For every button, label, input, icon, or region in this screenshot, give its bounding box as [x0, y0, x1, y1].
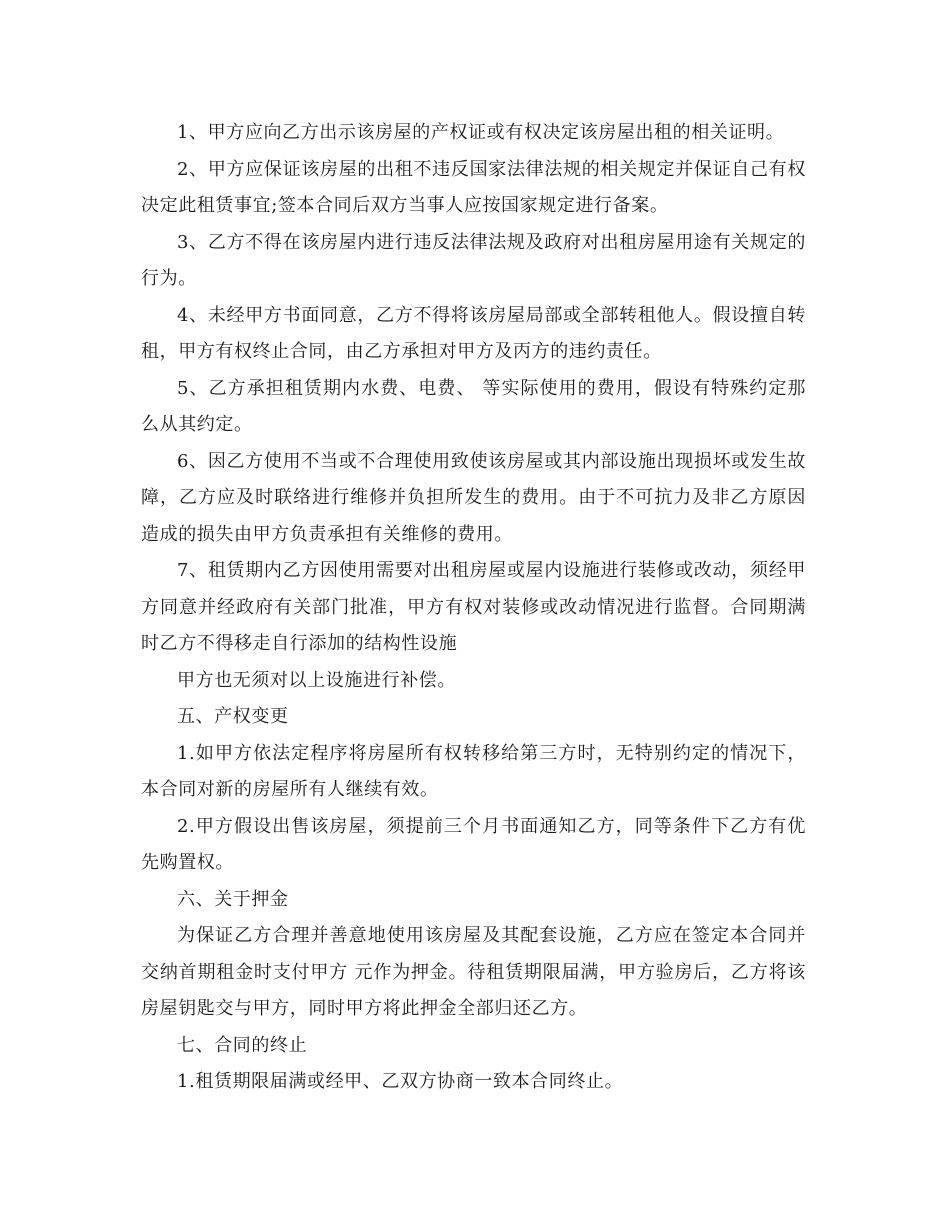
clause-1: 1、甲方应向乙方出示该房屋的产权证或有权决定该房屋出租的相关证明。 [177, 122, 785, 143]
clause-4: 4、未经甲方书面同意，乙方不得将该房屋局部或全部转租他人。假设擅自转租，甲方有权终止合同，由乙方承担对甲方及丙方的违约责任。 [141, 304, 806, 362]
section-heading-termination: 七、合同的终止 [177, 1034, 308, 1056]
clause-6: 6、因乙方使用不当或不合理使用致使该房屋或其内部设施出现损坏或发生故障，乙方应及时联络进行维修并负担所发生的费用。由于不可抗力及非乙方原因造成的损失由甲方负责承担有关维修的费用。 [141, 450, 806, 545]
clause-5: 5、乙方承担租赁期内水费、电费、 等实际使用的费用，假设有特殊约定那么从其约定。 [141, 377, 806, 435]
document-body [141, 115, 806, 1101]
property-change-clause-2: 2.甲方假设出售该房屋，须提前三个月书面通知乙方，同等条件下乙方有优先购置权。 [141, 815, 806, 873]
clause-7: 7、租赁期内乙方因使用需要对出租房屋或屋内设施进行装修或改动，须经甲方同意并经政府有关部门批准，甲方有权对装修或改动情况进行监督。合同期满时乙方不得移走自行添加的结构性设施 [141, 560, 806, 654]
property-change-clause-1: 1.如甲方依法定程序将房屋所有权转移给第三方时，无特别约定的情况下，本合同对新的房屋所有人继续有效。 [141, 742, 806, 800]
section-heading-deposit: 六、关于押金 [177, 888, 289, 910]
clause-2: 2、甲方应保证该房屋的出租不违反国家法律法规的相关规定并保证自己有权决定此租赁事宜;签本合同后双方当事人应按国家规定进行备案。 [141, 158, 806, 216]
section-heading-property-change: 五、产权变更 [177, 706, 289, 727]
clause-3: 3、乙方不得在该房屋内进行违反法律法规及政府对出租房屋用途有关规定的行为。 [141, 231, 806, 289]
clause-7-continuation: 甲方也无须对以上设施进行补偿。 [177, 669, 456, 691]
deposit-clause: 为保证乙方合理并善意地使用该房屋及其配套设施，乙方应在签定本合同并交纳首期租金时支付甲方 元作为押金。待租赁期限届满，甲方验房后，乙方将该房屋钥匙交与甲方，同时甲方将此押金全部归还乙方。 [141, 925, 806, 1019]
termination-clause-1: 1.租赁期限届满或经甲、乙双方协商一致本合同终止。 [177, 1071, 624, 1092]
